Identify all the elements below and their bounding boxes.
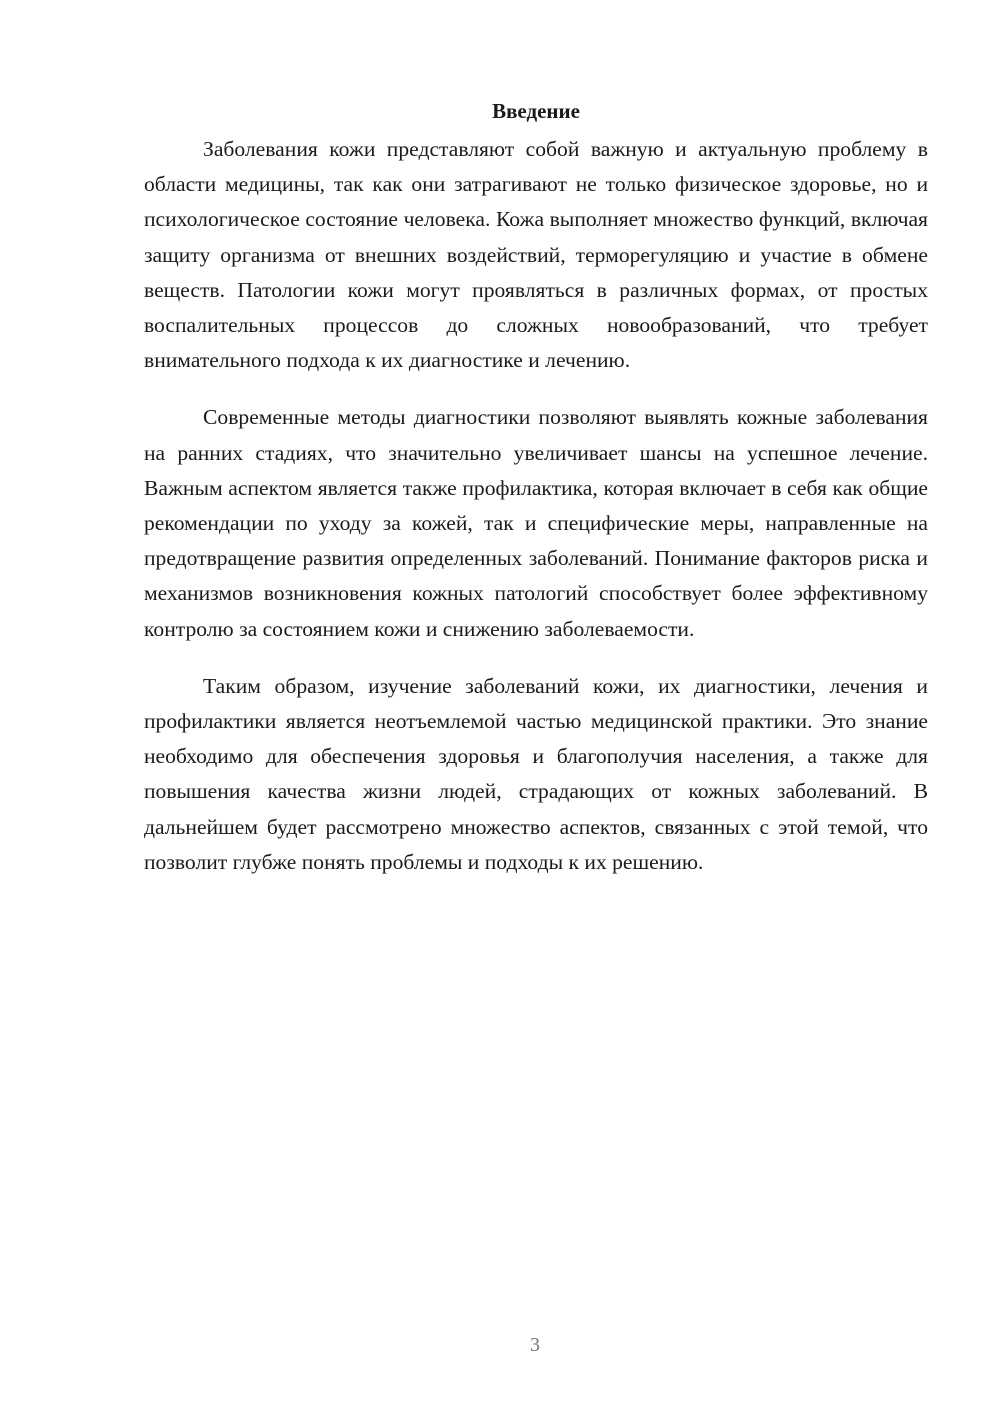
section-title: Введение [492,99,580,123]
page-number: 3 [530,1334,540,1356]
paragraph-1: Заболевания кожи представляют собой важную и актуальную проблему в области медицины, так как они затрагивают не только физическое здоровье, но и психологическое состояние человека. Кожа выполняет множество функций, включая защиту организма от внешних воздействий, терморегуляцию и участие в обмене веществ. Патологии кожи могут проявляться в различных формах, от простых воспалительных процессов до сложных новообразований, что требует внимательного подхода к их диагностике и лечению. [144,137,928,373]
paragraph-3: Таким образом, изучение заболеваний кожи, их диагностики, лечения и профилактики является неотъемлемой частью медицинской практики. Это знание необходимо для обеспечения здоровья и благополучия населения, а также для повышения качества жизни людей, страдающих от кожных заболеваний. В дальнейшем будет рассмотрено множество аспектов, связанных с этой темой, что позволит глубже понять проблемы и подходы к их решению. [144,673,928,874]
paragraph-2: Современные методы диагностики позволяют выявлять кожные заболевания на ранних стадиях, что значительно увеличивает шансы на успешное лечение. Важным аспектом является также профилактика, которая включает в себя как общие рекомендации по уходу за кожей, так и специфические меры, направленные на предотвращение развития определенных заболеваний. Понимание факторов риска и механизмов возникновения кожных патологий способствует более эффективному контролю за состоянием кожи и снижению заболеваемости. [144,405,928,641]
page-content [144,96,928,902]
